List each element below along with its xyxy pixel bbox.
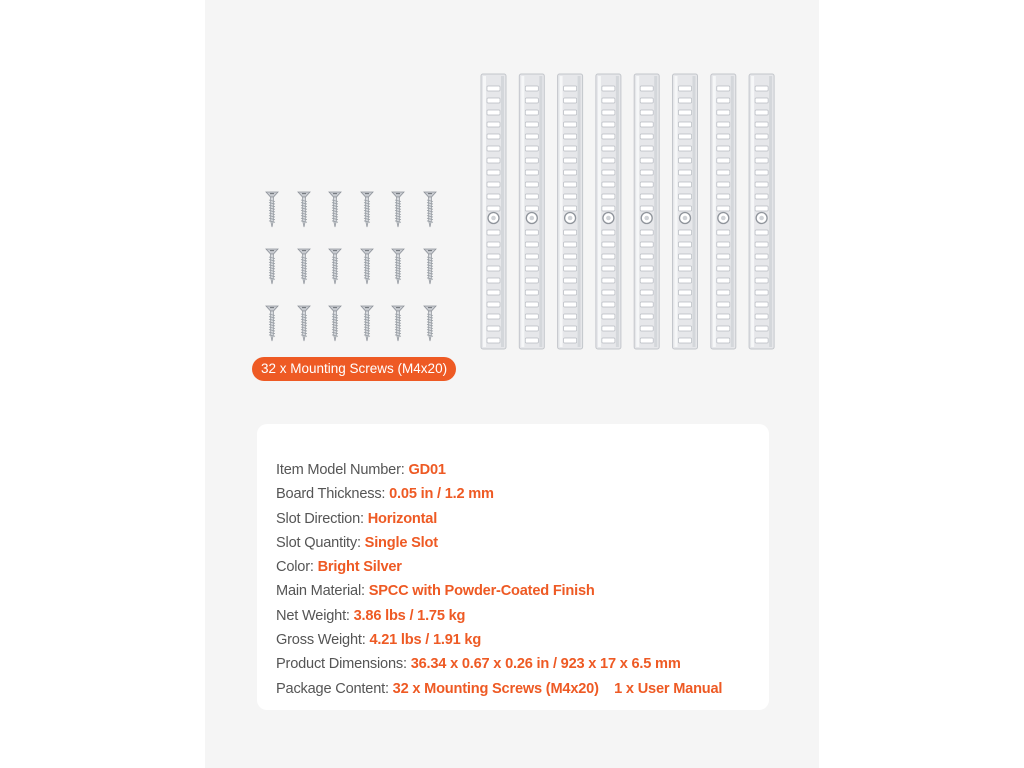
spec-slot-direction (276, 507, 722, 531)
shelf-rail (673, 74, 698, 349)
screw-icon (328, 190, 342, 228)
screw-icon (297, 190, 311, 228)
spec-label: Color: (276, 559, 318, 576)
spec-label: Gross Weight: (276, 632, 370, 649)
spec-label: Item Model Number: (276, 462, 409, 478)
accessories-badge: 32 x Mounting Screws (M4x20) (252, 357, 456, 381)
shelf-rail (634, 74, 659, 349)
spec-value: Bright Silver (317, 559, 402, 576)
screw-icon (360, 247, 374, 285)
shelf-rails-image (478, 72, 778, 352)
screw-icon (328, 304, 342, 342)
spec-value: SPCC with Powder-Coated Finish (368, 583, 595, 600)
spec-value: Single Slot (364, 534, 438, 551)
spec-label: Slot Direction: (276, 510, 368, 527)
spec-main-material (276, 579, 722, 603)
spec-model-number (276, 458, 722, 482)
spec-board-thickness (276, 482, 722, 506)
screw-icon (423, 247, 437, 285)
spec-label: Net Weight: (276, 607, 354, 624)
screw-icon (297, 247, 311, 285)
spec-value: 32 x Mounting Screws (M4x20) 1 x User Manual (392, 680, 723, 697)
spec-value: 4.21 lbs / 1.91 kg (369, 632, 482, 649)
screw-icon (328, 247, 342, 285)
spec-package-content (276, 677, 722, 701)
spec-label: Product Dimensions: (276, 656, 411, 673)
spec-card (257, 424, 769, 710)
shelf-rail (519, 74, 544, 349)
shelf-rail (558, 74, 583, 349)
spec-value: 3.86 lbs / 1.75 kg (353, 607, 466, 624)
spec-label: Board Thickness: (276, 486, 390, 503)
screw-icon (423, 190, 437, 228)
screw-icon (265, 190, 279, 228)
screw-icon (360, 190, 374, 228)
screw-icon (265, 247, 279, 285)
screw-icon (391, 190, 405, 228)
spec-value: GD01 (408, 462, 446, 478)
shelf-rail (481, 74, 506, 349)
screw-icon (297, 304, 311, 342)
screw-grid (265, 190, 455, 350)
spec-slot-quantity (276, 531, 722, 555)
spec-label: Main Material: (276, 583, 369, 600)
spec-label: Slot Quantity: (276, 534, 365, 551)
spec-list (276, 458, 722, 701)
spec-product-dimensions (276, 652, 722, 676)
shelf-rail (749, 74, 774, 349)
shelf-rail (711, 74, 736, 349)
spec-gross-weight (276, 628, 722, 652)
screw-icon (265, 304, 279, 342)
spec-label: Package Content: (276, 680, 393, 697)
shelf-rail (596, 74, 621, 349)
spec-value: Horizontal (367, 510, 438, 527)
screw-icon (391, 247, 405, 285)
screw-icon (391, 304, 405, 342)
spec-net-weight (276, 604, 722, 628)
screw-icon (360, 304, 374, 342)
screw-icon (423, 304, 437, 342)
spec-color (276, 555, 722, 579)
spec-value: 0.05 in / 1.2 mm (389, 486, 494, 503)
spec-value: 36.34 x 0.67 x 0.26 in / 923 x 17 x 6.5 mm (410, 656, 681, 673)
